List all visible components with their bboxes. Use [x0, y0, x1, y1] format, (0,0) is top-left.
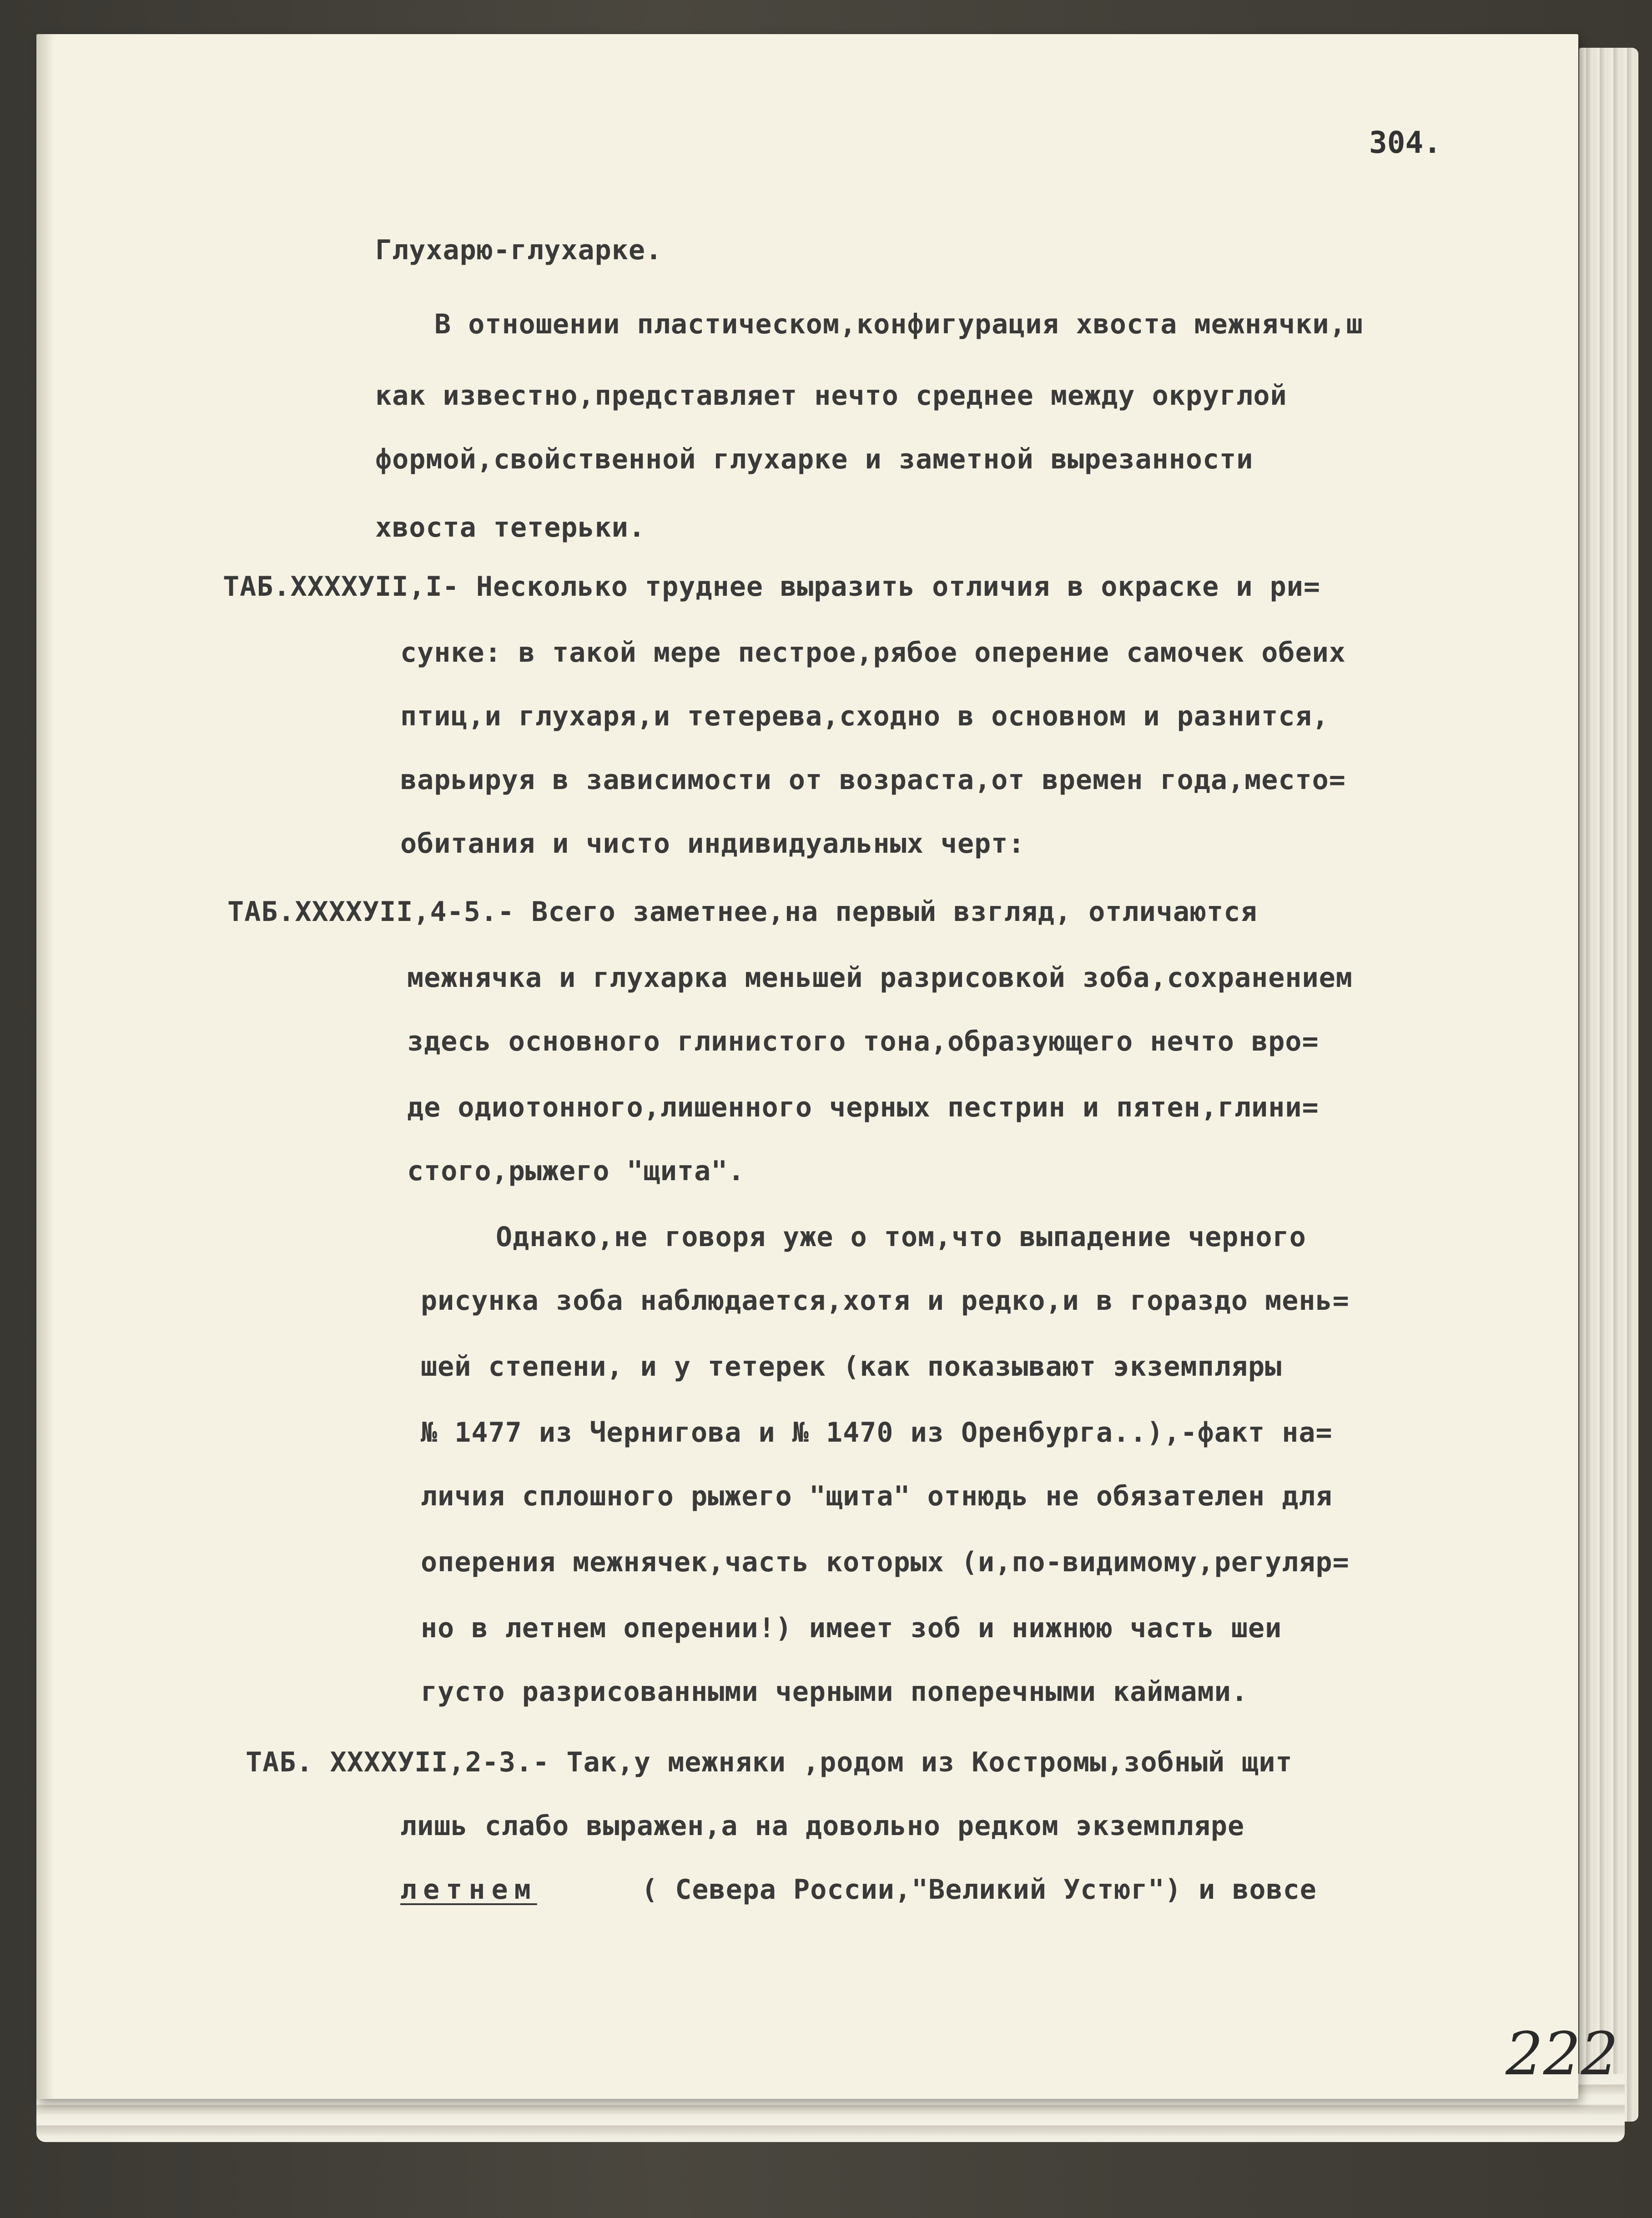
text-line-1: Глухарю-глухарке. [375, 234, 663, 266]
text-line-23: густо разрисованными черными поперечными каймами. [421, 1676, 1249, 1708]
text-line-24: ТАБ. XXXXУII,2-3.- Так,у межняки ,родом из Костромы,зобный щит [246, 1746, 1293, 1778]
text-line-25: лишь слабо выражен,а на довольно редком экземпляре [400, 1810, 1245, 1842]
text-line-5: хвоста тетерьки. [375, 512, 645, 543]
text-line-17: рисунка зоба наблюдается,хотя и редко,и в гораздо мень= [421, 1285, 1350, 1317]
text-line-21: оперения межнячек,часть которых (и,по-видимому,регуляр= [421, 1546, 1350, 1578]
archive-folio-number: 222 [1506, 2019, 1619, 2088]
text-line-7: сунке: в такой мере пестрое,рябое оперение самочек обеих [400, 637, 1346, 669]
text-line-22: но в летнем оперении!) имеет зоб и нижнюю часть шеи [421, 1612, 1282, 1644]
text-line-2: В отношении пластическом,конфигурация хвоста межнячки,ш [434, 308, 1363, 340]
text-line-19: № 1477 из Чернигова и № 1470 из Оренбурга..),-факт на= [421, 1417, 1333, 1448]
text-line-11: ТАБ.XXXXУII,4-5.- Всего заметнее,на первый взгляд, отличаются [227, 896, 1258, 928]
text-line-3: как известно,представляет нечто среднее между округлой [375, 380, 1287, 412]
spaced-underlined-word: летнем [400, 1874, 537, 1906]
text-line-14: де одиотонного,лишенного черных пестрин и пятен,глини= [407, 1091, 1319, 1123]
typed-page [36, 34, 1619, 2099]
text-line-16: Однако,не говоря уже о том,что выпадение черного [496, 1221, 1306, 1253]
text-line-12: межнячка и глухарка меньшей разрисовкой зоба,сохранением [407, 962, 1353, 994]
text-line-9: варьируя в зависимости от возраста,от времен года,место= [400, 764, 1346, 796]
text-line-8: птиц,и глухаря,и тетерева,сходно в основном и разнится, [400, 700, 1329, 732]
text-line-6: ТАБ.XXXXУII,I- Несколько труднее выразить отличия в окраске и ри= [223, 571, 1320, 603]
text-line-18: шей степени, и у тетерек (как показывают экземпляры [421, 1351, 1282, 1383]
text-line-20: личия сплошного рыжего "щита" отнюдь не обязателен для [421, 1480, 1333, 1512]
page-number: 304. [1369, 125, 1441, 160]
text-line-15: стого,рыжего "щита". [407, 1155, 745, 1187]
text-line-26: ( Севера России,"Великий Устюг") и вовсе [641, 1874, 1317, 1906]
page-stack-edge [1579, 48, 1638, 2122]
text-line-4: формой,свойственной глухарке и заметной вырезанности [375, 443, 1254, 475]
page-binding-shadow [36, 34, 55, 2099]
text-line-13: здесь основного глинистого тона,образующего нечто вро= [407, 1026, 1319, 1057]
text-line-10: обитания и чисто индивидуальных черт: [400, 828, 1025, 860]
